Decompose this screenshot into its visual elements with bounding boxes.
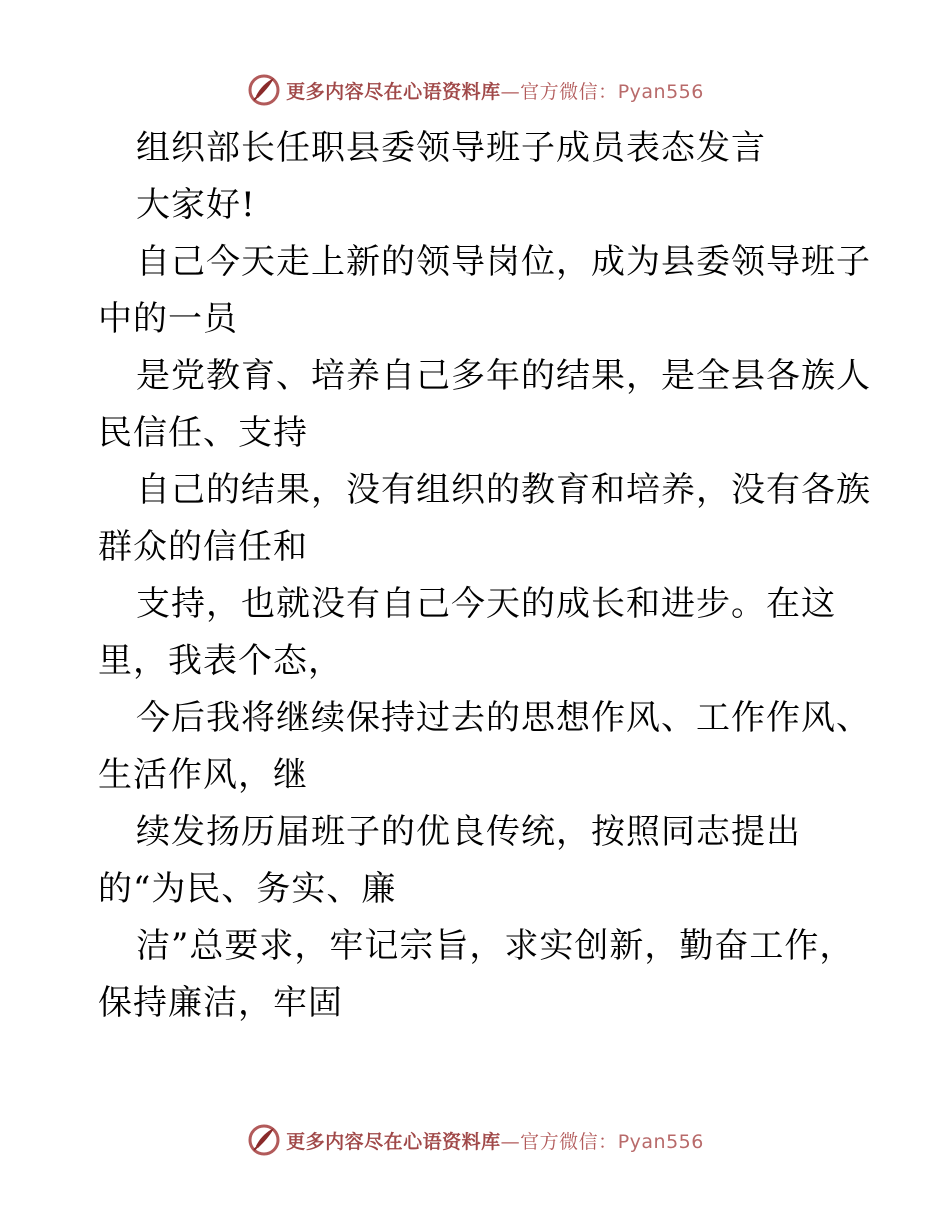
text-line: 群众的信任和	[98, 527, 308, 567]
watermark-text	[286, 77, 704, 104]
quill-seal-icon	[246, 72, 282, 108]
text-line: 中的一员	[98, 299, 238, 339]
watermark-text	[286, 1127, 704, 1154]
text-line: 里，我表个态，	[98, 641, 343, 681]
text-line: 组织部长任职县委领导班子成员表态发言	[136, 128, 766, 168]
watermark-dash: —	[500, 80, 521, 103]
quill-seal-icon	[246, 1122, 282, 1158]
watermark-dash: —	[500, 1130, 521, 1153]
text-line: 民信任、支持	[98, 413, 308, 453]
footer-watermark	[0, 1120, 950, 1160]
document-body	[98, 120, 878, 1032]
text-line: 保持廉洁，牢固	[98, 983, 343, 1023]
text-line: 今后我将继续保持过去的思想作风、工作作风、	[136, 698, 871, 738]
text-line: 自己今天走上新的领导岗位，成为县委领导班子	[136, 242, 871, 282]
text-line: 的“为民、务实、廉	[98, 869, 397, 909]
watermark-main: 更多内容尽在心语资料库	[286, 1130, 501, 1153]
watermark-suffix: 官方微信：	[520, 1130, 618, 1153]
text-line: 续发扬历届班子的优良传统，按照同志提出	[136, 812, 801, 852]
header-watermark	[0, 70, 950, 110]
text-line: 支持，也就没有自己今天的成长和进步。在这	[136, 584, 836, 624]
text-line: 大家好!	[136, 185, 256, 225]
text-line: 洁”总要求，牢记宗旨，求实创新，勤奋工作，	[136, 926, 855, 966]
watermark-id: Pyan556	[617, 80, 704, 103]
watermark-main: 更多内容尽在心语资料库	[286, 80, 501, 103]
text-line: 生活作风，继	[98, 755, 308, 795]
watermark-suffix: 官方微信：	[520, 80, 618, 103]
watermark-id: Pyan556	[617, 1130, 704, 1153]
text-line: 自己的结果，没有组织的教育和培养，没有各族	[136, 470, 871, 510]
text-line: 是党教育、培养自己多年的结果，是全县各族人	[136, 356, 871, 396]
